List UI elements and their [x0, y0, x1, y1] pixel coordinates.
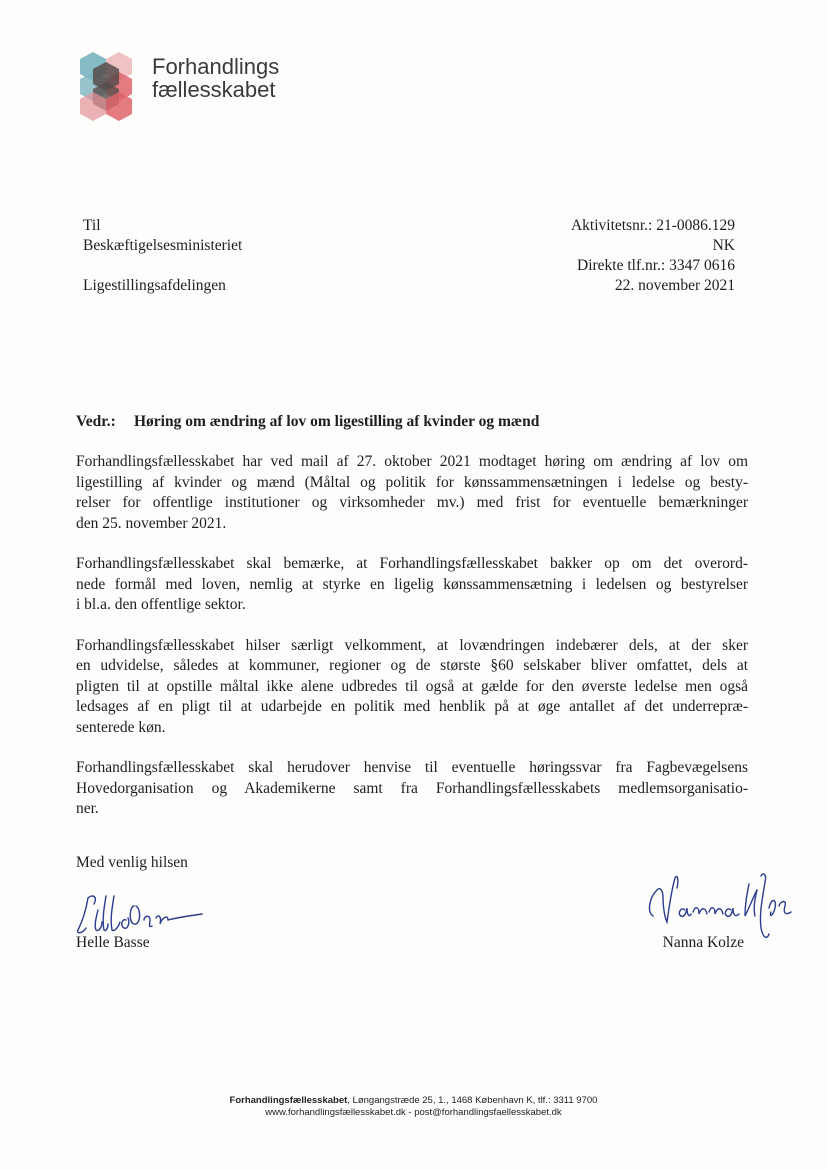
body-line: pligten til at opstille måltal ikke alene udbredes til også at gælde for den øverste ledelse men også [76, 677, 748, 695]
body-line: i bl.a. den offentlige sektor. [76, 596, 246, 613]
recipient-ministry: Beskæftigelsesministeriet [83, 237, 243, 254]
paragraph [76, 554, 748, 616]
footer-web: www.forhandlingsfællesskabet.dk - post@forhandlingsfaellesskabet.dk [265, 1107, 562, 1118]
direct-phone: Direkte tlf.nr.: 3347 0616 [577, 257, 735, 274]
recipient-block [83, 216, 242, 296]
body-line: Forhandlingsfællesskabet hilser særligt velkomment, at lovændringen indebærer dels, at der sker [76, 636, 748, 654]
subject-line [76, 413, 539, 431]
body-line: den 25. november 2021. [76, 514, 227, 532]
logo-line-1: Forhandlings [152, 54, 280, 79]
footer-org: Forhandlingsfællesskabet [229, 1095, 348, 1106]
activity-number: Aktivitetsnr.: 21-0086.129 [570, 217, 735, 234]
body-line: senterede køn. [76, 718, 166, 736]
body-line: Forhandlingsfællesskabet skal herudover henvise til eventuelle høringssvar fra Fagbevægelsens [76, 759, 748, 776]
subject-text: Høring om ændring af lov om ligestilling af kvinder og mænd [134, 413, 540, 430]
signatory-left-name: Helle Basse [76, 934, 150, 951]
organization-logo [78, 50, 140, 124]
signature-left [72, 890, 207, 938]
body-line: ledsages af en pligt til at udarbejde en politik med henblik på at øge antallet af det underrepræ- [76, 698, 748, 715]
body-line: relser for offentlige institutioner og virksomheder mv.) med frist for eventuelle bemærkninger [76, 494, 748, 511]
logo-wordmark [152, 55, 279, 101]
subject-label: Vedr.: [76, 413, 116, 430]
signatory-right-name: Nanna Kolze [662, 934, 744, 951]
body-line: ner. [76, 800, 99, 817]
recipient-to: Til [83, 217, 101, 234]
letter-footer [0, 1095, 827, 1119]
recipient-department: Ligestillingsafdelingen [83, 277, 226, 294]
body-line: en udvidelse, således at kommuner, regioner og de største §60 selskaber bliver omfattet, dels at [76, 657, 748, 674]
logo-line-2: fællesskabet [152, 77, 276, 102]
paragraph [76, 758, 748, 820]
paragraph [76, 636, 748, 739]
footer-address: , Løngangstræde 25, 1., 1468 København K, tlf.: 3311 9700 [347, 1095, 598, 1106]
letter-body [76, 452, 748, 840]
body-line: Forhandlingsfællesskabet skal bemærke, at Forhandlingsfællesskabet bakker op om det overord- [76, 555, 748, 572]
body-line: nede formål med loven, nemlig at styrke en ligelig kønssammensætning i ledelsen og bestyrelser [76, 575, 748, 593]
body-line: Hovedorganisation og Akademikerne samt fra Forhandlingsfællesskabets medlemsorganisatio- [76, 779, 748, 797]
reference-block [415, 216, 735, 296]
paragraph [76, 452, 748, 534]
initials: NK [712, 237, 735, 254]
closing-salutation: Med venlig hilsen [76, 854, 188, 871]
body-line: Forhandlingsfællesskabet har ved mail af 27. oktober 2021 modtaget høring om ændring af lov om [76, 453, 748, 470]
body-line: ligestilling af kvinder og mænd (Måltal og politik for kønssammensætningen i ledelse og besty- [76, 473, 748, 491]
letter-date: 22. november 2021 [614, 277, 735, 294]
